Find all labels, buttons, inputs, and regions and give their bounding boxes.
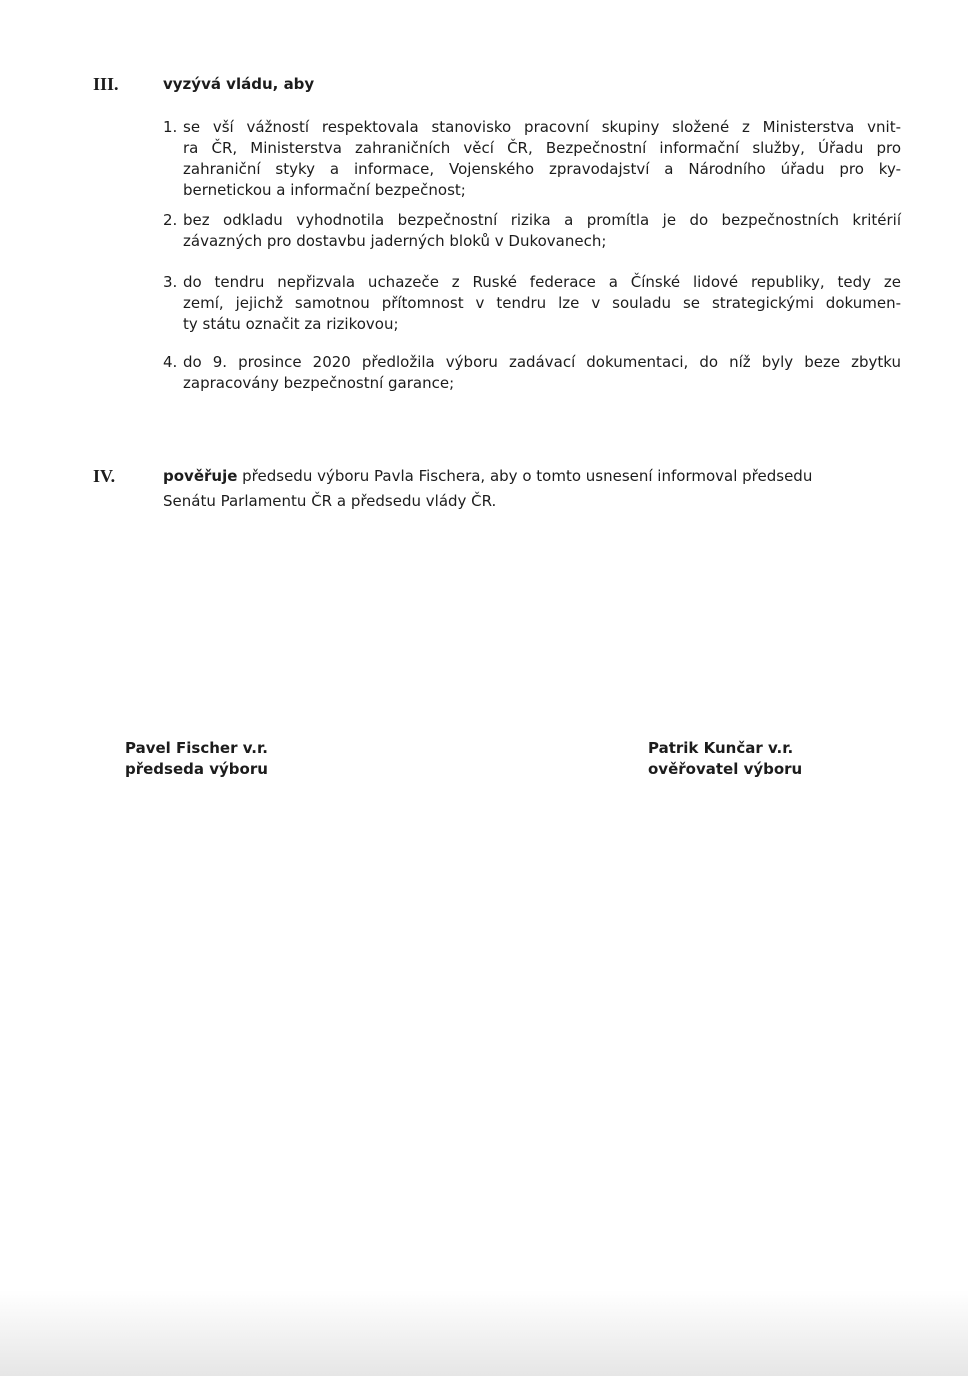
signature-right [648, 738, 802, 780]
text-line: ra ČR, Ministerstva zahraničních věcí ČR, Bezpečnostní informační služby, Úřadu pro [183, 139, 901, 157]
section-iv-paragraph [163, 464, 901, 514]
list-marker: 2. [163, 211, 178, 229]
text-line: zapracovány bezpečnostní garance; [183, 374, 455, 392]
section-iv [93, 464, 901, 514]
signature-right-role: ověřovatel výboru [648, 760, 803, 778]
text-line: ty státu označit za rizikovou; [183, 315, 399, 333]
text-line [163, 352, 901, 373]
list-item [163, 210, 901, 252]
section-iii-body [163, 74, 901, 394]
text-line-content: do 9. prosince 2020 předložila výboru zadávací dokumentaci, do níž byly beze zbytku [183, 353, 901, 371]
list-marker: 4. [163, 353, 178, 371]
text-line [163, 210, 901, 231]
section-iii-numeral: III. [93, 74, 119, 94]
signature-left-role: předseda výboru [125, 760, 268, 778]
list-marker: 3. [163, 273, 178, 291]
text-line-content: do tendru nepřizvala uchazeče z Ruské federace a Čínské lidové republiky, tedy ze [183, 273, 901, 291]
text-line [163, 117, 901, 138]
text-line-content: se vší vážností respektovala stanovisko pracovní skupiny složené z Ministerstva vnit- [183, 118, 901, 136]
signature-block [93, 738, 901, 780]
page-bottom-shadow [0, 1290, 968, 1376]
text-line: závazných pro dostavbu jaderných bloků v Dukovanech; [183, 232, 607, 250]
signature-left-name: Pavel Fischer v.r. [125, 739, 268, 757]
signature-right-name: Patrik Kunčar v.r. [648, 739, 794, 757]
text-line: zahraniční styky a informace, Vojenského zpravodajství a Národního úřadu pro ky- [183, 160, 901, 178]
list-marker: 1. [163, 118, 178, 136]
text-line [163, 272, 901, 293]
text-line: bernetickou a informační bezpečnost; [183, 181, 466, 199]
section-iii [93, 74, 901, 394]
text-line: zemí, jejichž samotnou přítomnost v tendru lze v souladu se strategickými dokumen- [183, 294, 901, 312]
emphasis-text: pověřuje [163, 467, 238, 485]
list-item [163, 352, 901, 394]
signature-left [125, 738, 268, 780]
text-line-content: bez odkladu vyhodnotila bezpečnostní rizika a promítla je do bezpečnostních kritérií [183, 211, 901, 229]
section-iv-numeral: IV. [93, 466, 116, 486]
list-item [163, 117, 901, 201]
text-line-content: předsedu výboru Pavla Fischera, aby o tomto usnesení informoval předsedu [237, 467, 813, 485]
section-iv-body [163, 464, 901, 514]
numbered-list [163, 117, 901, 394]
text-line [163, 464, 901, 489]
section-iii-heading: vyzývá vládu, aby [163, 75, 315, 93]
text-line: Senátu Parlamentu ČR a předsedu vlády ČR. [163, 492, 497, 510]
list-item [163, 272, 901, 335]
